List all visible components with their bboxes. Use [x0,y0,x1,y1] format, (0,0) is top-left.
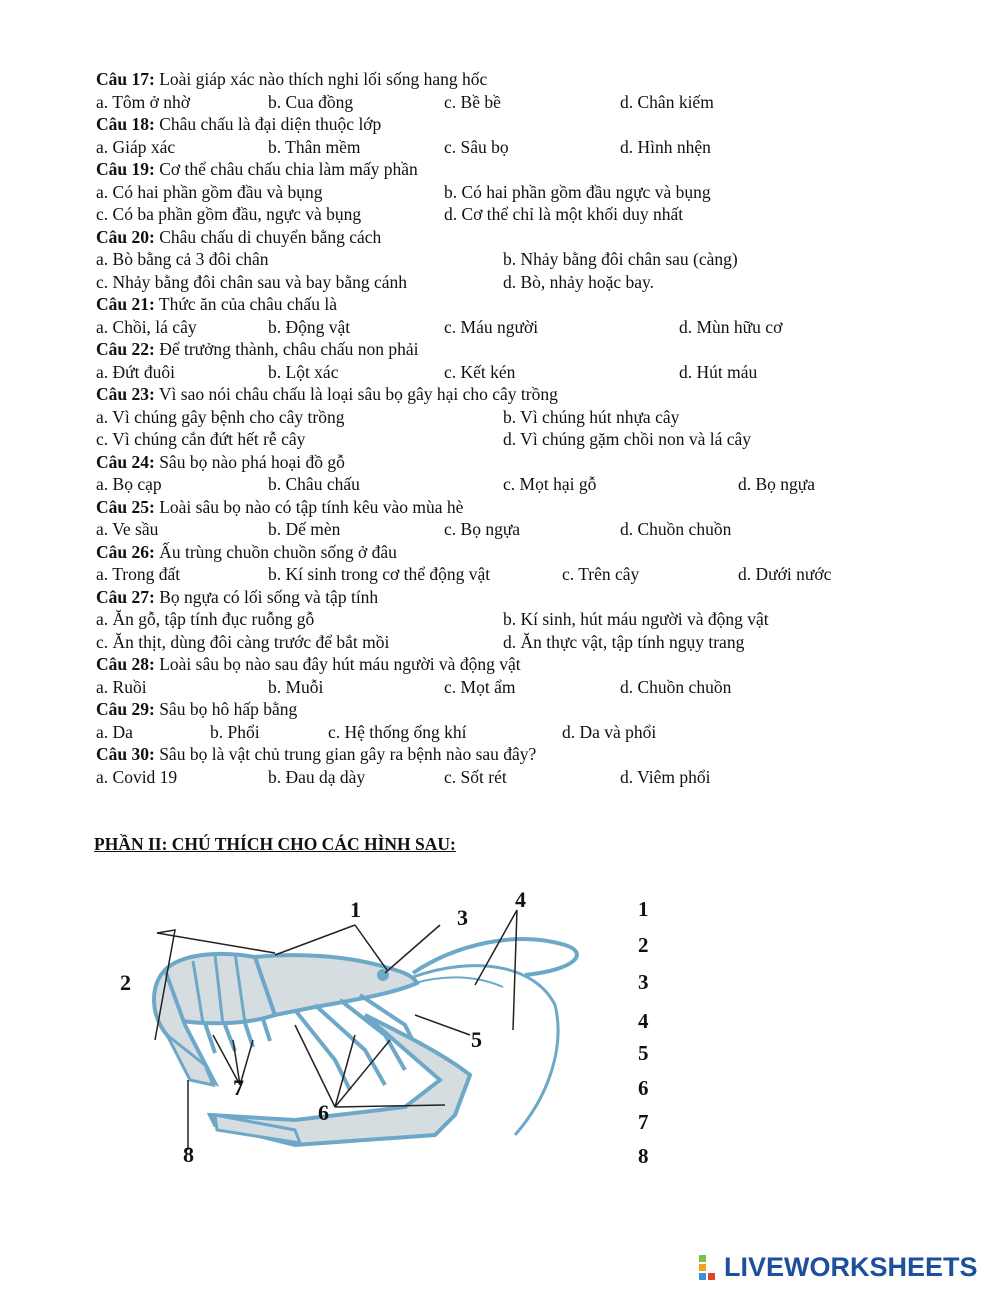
question-text: Châu chấu là đại diện thuộc lớp [159,114,382,134]
answer-option[interactable]: c. Nhảy bằng đôi chân sau và bay bằng cánh [96,271,408,292]
question-24 [96,451,345,473]
answer-option[interactable]: b. Muỗi [268,676,324,697]
question-label: Câu 20: [96,226,155,247]
diagram-label-8: 8 [183,1142,194,1167]
question-20 [96,226,381,248]
question-label: Câu 19: [96,159,155,179]
question-25 [96,496,463,518]
answer-option[interactable]: a. Da [96,721,133,742]
answer-option[interactable]: c. Kết kén [444,361,516,382]
answer-option[interactable]: d. Hút máu [679,361,758,382]
answer-input-2[interactable] [670,931,920,957]
answer-option[interactable]: a. Tôm ở nhờ [96,91,191,112]
question-text: Sâu bọ nào phá hoại đồ gỗ [159,451,345,472]
question-text: Để trưởng thành, châu chấu non phải [159,339,419,359]
answer-option[interactable]: d. Bọ ngựa [738,474,816,494]
answer-option[interactable]: a. Chồi, lá cây [96,316,197,337]
question-17 [96,68,487,90]
question-label: Câu 30: [96,744,155,764]
question-label: Câu 18: [96,114,155,134]
answer-option[interactable]: b. Kí sinh, hút máu người và động vật [503,609,769,629]
answer-option[interactable]: a. Covid 19 [96,766,178,787]
question-text: Loài sâu bọ nào sau đây hút máu người và động vật [159,654,521,674]
answer-number-7: 7 [638,1110,649,1134]
answer-input-1[interactable] [670,895,920,921]
answer-option[interactable]: c. Ăn thịt, dùng đôi càng trước để bắt mồi [96,631,390,652]
question-text: Loài giáp xác nào thích nghi lối sống hang hốc [159,69,488,89]
answer-option[interactable]: b. Cua đồng [268,91,354,112]
answer-option[interactable]: d. Hình nhện [620,136,711,157]
answer-option[interactable]: c. Vì chúng cắn đứt hết rễ cây [96,429,306,449]
question-29 [96,698,297,720]
answer-option[interactable]: b. Châu chấu [268,474,360,494]
diagram-label-6: 6 [318,1100,329,1125]
answer-option[interactable]: c. Mọt ẩm [444,676,516,697]
question-label: Câu 26: [96,541,155,562]
answer-option[interactable]: d. Ăn thực vật, tập tính ngụy trang [503,631,745,652]
answer-option[interactable]: d. Dưới nước [738,564,832,584]
answer-option[interactable]: c. Máu người [444,316,539,337]
answer-option[interactable]: b. Phổi [210,721,260,742]
question-21 [96,293,337,315]
answer-option[interactable]: a. Ruồi [96,676,147,697]
answer-number-2: 2 [638,933,649,957]
answer-option[interactable]: b. Có hai phần gồm đầu ngực và bụng [444,181,711,202]
question-26 [96,541,397,563]
question-text: Cơ thể châu chấu chia làm mấy phần [159,159,418,179]
answer-option[interactable]: d. Da và phổi [562,721,657,742]
diagram-label-2: 2 [120,970,131,995]
question-label: Câu 22: [96,339,155,359]
question-label: Câu 27: [96,586,155,607]
question-18 [96,113,381,135]
answer-option[interactable]: a. Ăn gỗ, tập tính đục ruỗng gỗ [96,609,315,629]
answer-option[interactable]: c. Sốt rét [444,766,507,787]
answer-number-5: 5 [638,1041,649,1065]
answer-option[interactable]: c. Sâu bọ [444,136,509,157]
logo-text: LIVEWORKSHEETS [724,1252,978,1282]
answer-input-8[interactable] [670,1142,920,1168]
answer-option[interactable]: b. Kí sinh trong cơ thể động vật [268,564,491,584]
question-27 [96,586,378,608]
answer-option[interactable]: b. Dế mèn [268,519,341,539]
question-text: Ấu trùng chuồn chuồn sống ở đâu [159,541,397,562]
answer-option[interactable]: a. Đứt đuôi [96,361,175,382]
answer-option[interactable]: c. Hệ thống ống khí [328,721,467,742]
question-text: Châu chấu di chuyển bằng cách [159,226,382,247]
answer-input-4[interactable] [670,1007,920,1033]
question-label: Câu 24: [96,451,155,472]
diagram-label-1: 1 [350,897,361,922]
question-label: Câu 28: [96,654,155,674]
answer-option[interactable]: b. Động vật [268,316,351,337]
answer-option[interactable]: b. Đau dạ dày [268,766,366,787]
question-label: Câu 25: [96,496,155,517]
answer-option[interactable]: b. Nhảy bằng đôi chân sau (càng) [503,249,738,269]
section-title: PHẦN II: CHÚ THÍCH CHO CÁC HÌNH SAU: [94,834,456,854]
answer-option[interactable]: d. Chân kiếm [620,91,714,112]
answer-option[interactable]: c. Có ba phần gồm đầu, ngực và bụng [96,204,362,224]
answer-option[interactable]: a. Vì chúng gây bệnh cho cây trồng [96,406,345,427]
answer-input-5[interactable] [670,1039,920,1065]
answer-option[interactable]: a. Trong đất [96,564,181,584]
answer-option[interactable]: c. Trên cây [562,564,640,584]
question-text: Vì sao nói châu chấu là loại sâu bọ gây hại cho cây trồng [158,384,558,404]
diagram-label-7: 7 [233,1075,244,1100]
answer-option[interactable]: d. Vì chúng gặm chồi non và lá cây [503,429,752,449]
answer-number-4: 4 [638,1009,649,1033]
liveworksheets-logo [698,1252,978,1283]
diagram-label-5: 5 [471,1027,482,1052]
answer-option[interactable]: a. Có hai phần gồm đầu và bụng [96,181,323,202]
question-label: Câu 23: [96,384,155,404]
answer-option[interactable]: b. Vì chúng hút nhựa cây [503,406,680,427]
answer-option[interactable]: b. Lột xác [268,361,339,382]
answer-input-7[interactable] [670,1108,920,1134]
question-label: Câu 17: [96,69,155,89]
answer-number-8: 8 [638,1144,649,1168]
question-text: Sâu bọ hô hấp bằng [159,699,298,719]
question-text: Loài sâu bọ nào có tập tính kêu vào mùa hè [159,496,464,517]
diagram-label-4: 4 [515,887,526,912]
answer-option[interactable]: c. Mọt hại gỗ [503,474,597,494]
question-text: Bọ ngựa có lối sống và tập tính [159,586,379,607]
question-22 [96,338,419,360]
question-text: Sâu bọ là vật chủ trung gian gây ra bệnh nào sau đây? [159,744,537,764]
question-30 [96,743,536,765]
liveworksheets-logo-icon [698,1253,724,1283]
answer-option[interactable]: c. Bọ ngựa [444,519,521,539]
answer-option[interactable]: a. Giáp xác [96,136,176,157]
answer-number-6: 6 [638,1076,649,1100]
answer-option[interactable]: a. Bò bằng cả 3 đôi chân [96,249,269,269]
question-label: Câu 21: [96,294,155,314]
diagram-label-3: 3 [457,905,468,930]
answer-number-1: 1 [638,897,649,921]
question-28 [96,653,521,675]
question-19 [96,158,418,180]
answer-option[interactable]: d. Chuồn chuồn [620,676,732,697]
answer-option[interactable]: d. Viêm phổi [620,766,711,787]
answer-option[interactable]: d. Mùn hữu cơ [679,316,783,337]
answer-number-3: 3 [638,970,649,994]
answer-option[interactable]: a. Bọ cạp [96,474,162,494]
answer-option[interactable]: d. Bò, nhảy hoặc bay. [503,271,654,292]
answer-input-3[interactable] [670,968,920,994]
question-label: Câu 29: [96,699,155,719]
answer-input-6[interactable] [670,1074,920,1100]
answer-option[interactable]: d. Chuồn chuồn [620,519,732,539]
answer-option[interactable]: a. Ve sầu [96,519,159,539]
answer-option[interactable]: b. Thân mềm [268,136,361,157]
answer-option[interactable]: c. Bề bề [444,91,501,112]
shrimp-diagram [95,875,595,1180]
question-23 [96,383,558,405]
question-text: Thức ăn của châu chấu là [158,294,337,314]
answer-option[interactable]: d. Cơ thể chỉ là một khối duy nhất [444,204,684,224]
